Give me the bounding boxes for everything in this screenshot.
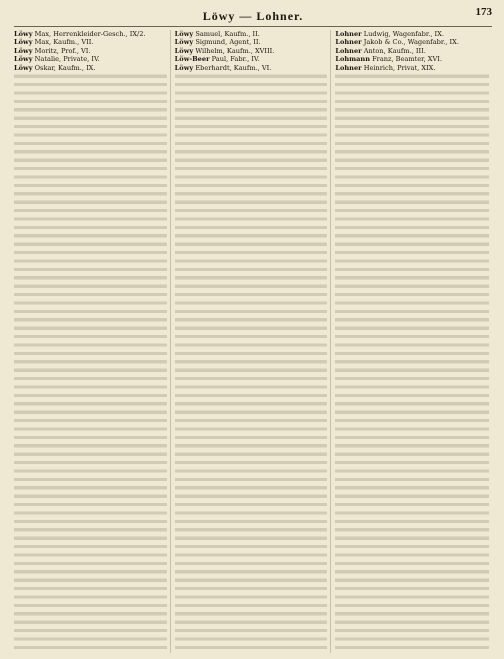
entry-details: Paul, Fabr., IV. (211, 55, 260, 64)
entry-surname: Löwy (174, 63, 194, 72)
directory-entry (175, 64, 328, 72)
entry-surname: Lohner (335, 30, 362, 38)
running-header (14, 6, 492, 27)
directory-columns (14, 30, 492, 653)
entry-details: Moritz, Prof., VI. (34, 46, 91, 55)
entry-surname: Löwy (14, 46, 33, 55)
column-text-filler (14, 72, 167, 653)
entry-details: Heinrich, Privat, XIX. (363, 63, 436, 72)
entry-details: Eberhardt, Kaufm., VI. (195, 63, 272, 72)
column-left (14, 30, 171, 653)
directory-entry (335, 30, 489, 38)
directory-entry (14, 64, 167, 72)
directory-entry (14, 38, 167, 46)
directory-entry (335, 64, 489, 72)
directory-entry (14, 47, 167, 55)
entry-details: Max, Herrenkleider-Gesch., IX/2. (34, 30, 146, 38)
entry-details: Jakob & Co., Wagenfabr., IX. (363, 38, 459, 47)
entry-surname: Löwy (174, 30, 194, 38)
entry-details: Anton, Kaufm., III. (363, 46, 426, 55)
entry-surname: Löwy (14, 63, 33, 72)
entry-surname: Lohner (335, 63, 362, 72)
entry-surname: Lohmann (335, 55, 370, 64)
entry-details: Samuel, Kaufm., II. (195, 30, 260, 38)
entry-details: Franz, Beamter, XVI. (372, 55, 442, 64)
entry-surname: Löw-Beer (174, 55, 210, 64)
directory-entry (335, 55, 489, 63)
page-title: Löwy — Lohner. (202, 8, 304, 23)
column-text-filler (175, 72, 328, 653)
column-text-filler (335, 72, 489, 653)
entry-details: Natalie, Private, IV. (34, 55, 100, 64)
entry-surname: Lohner (335, 46, 362, 55)
directory-entry (335, 38, 489, 46)
column-middle (175, 30, 332, 653)
directory-entry (14, 55, 167, 63)
directory-entry (175, 38, 328, 46)
entry-surname: Löwy (174, 46, 194, 55)
page-number: 173 (475, 6, 492, 18)
entry-details: Sigmund, Agent, II. (195, 38, 261, 47)
directory-entry (14, 30, 167, 38)
entry-surname: Löwy (174, 38, 194, 47)
directory-entry (175, 30, 328, 38)
directory-entry (175, 47, 328, 55)
directory-entry (175, 55, 328, 63)
entry-surname: Löwy (14, 38, 33, 47)
entry-details: Ludwig, Wagenfabr., IX. (363, 30, 444, 38)
entry-surname: Löwy (14, 55, 33, 64)
entry-details: Max, Kaufm., VII. (34, 38, 94, 47)
entry-details: Oskar, Kaufm., IX. (34, 63, 96, 72)
entry-details: Wilhelm, Kaufm., XVIII. (195, 46, 275, 55)
column-right (335, 30, 492, 653)
directory-entry (335, 47, 489, 55)
entry-surname: Lohner (335, 38, 362, 47)
entry-surname: Löwy (14, 30, 33, 38)
